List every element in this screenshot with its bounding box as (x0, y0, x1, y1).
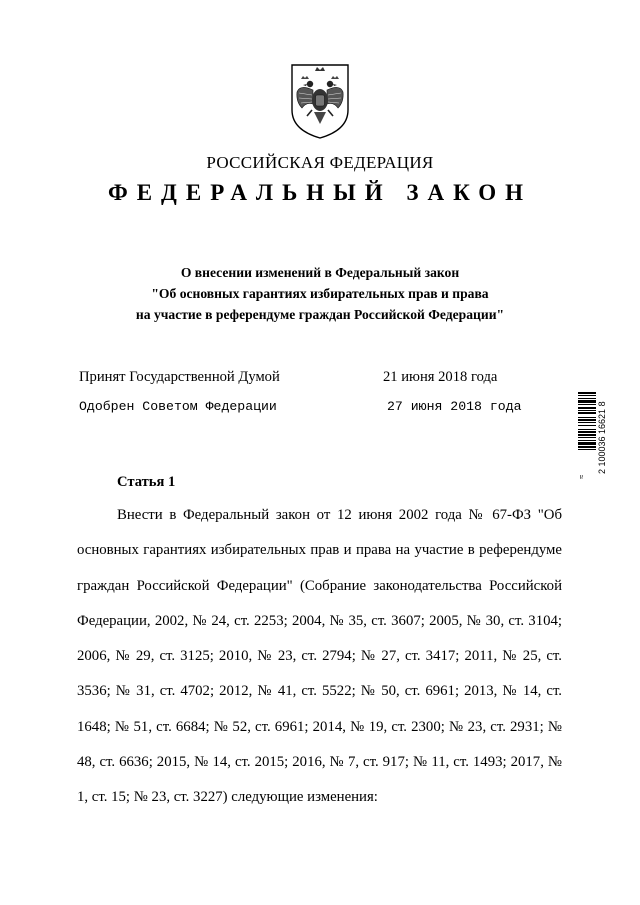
country-heading: РОССИЙСКАЯ ФЕДЕРАЦИЯ (206, 153, 434, 172)
law-title-line-2: "Об основных гарантиях избирательных прав и права (151, 286, 489, 301)
law-title-line-1: О внесении изменений в Федеральный закон (180, 265, 460, 280)
article-body (77, 498, 562, 816)
barcode-number: 2 100036 16621 8 (597, 401, 607, 475)
duma-adoption-label: Принят Государственной Думой (79, 369, 280, 385)
coat-of-arms-emblem (288, 62, 352, 140)
duma-adoption-date: 21 июня 2018 года (383, 369, 498, 385)
law-title (0, 262, 640, 325)
law-title-line-3: на участие в референдуме граждан Российской Федерации" (135, 307, 505, 322)
document-type-heading: ФЕДЕРАЛЬНЫЙ ЗАКОН (107, 180, 533, 205)
council-approval-label: Одобрен Советом Федерации (79, 399, 277, 414)
article-paragraph: Внести в Федеральный закон от 12 июня 2002 года № 67-ФЗ "Об основных гарантиях избирательных прав и права на участие в референдуме граждан Российской Федерации" (Собрание законодательства Российской Федерации, 2002, № 24, ст. 2253; 2004, № 35, ст. 3607; 2005, № 30, ст. 3104; 2006, № 29, ст. 3125; 2010, № 23, ст. 2794; № 27, ст. 3417; 2011, № 25, ст. 3536; № 31, ст. 4702; 2012, № 41, ст. 5522; № 50, ст. 6961; 2013, № 14, ст. 1648; № 51, ст. 6684; № 52, ст. 6961; 2014, № 19, ст. 2300; № 23, ст. 2931; № 48, ст. 6636; 2015, № 14, ст. 2015; 2016, № 7, ст. 917; № 11, ст. 1493; 2017, № 1, ст. 15; № 23, ст. 3227) следующие изменения: (77, 507, 562, 806)
council-approval-date: 27 июня 2018 года (387, 399, 522, 414)
svg-text:≈: ≈ (577, 474, 586, 479)
article-heading: Статья 1 (117, 474, 176, 490)
